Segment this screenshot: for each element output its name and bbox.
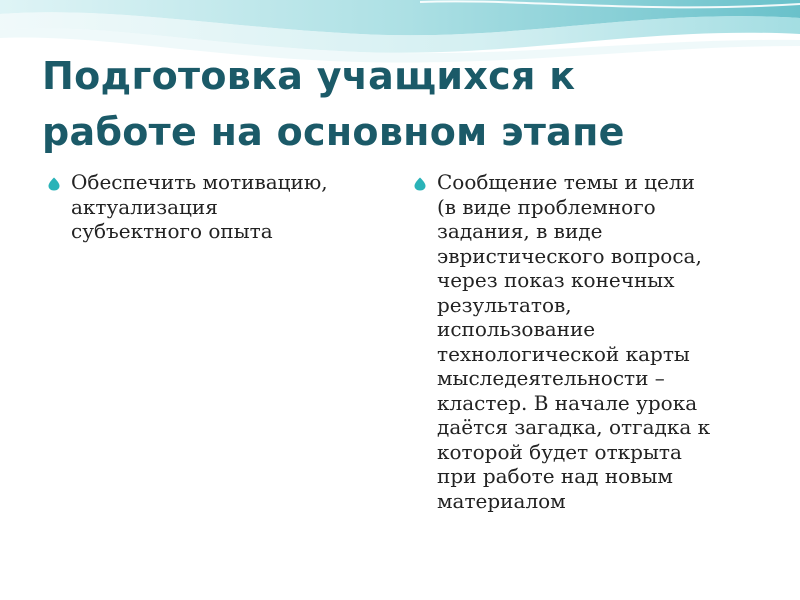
left-bullet-list [47, 170, 387, 244]
title-line-2: работе на основном этапе [42, 110, 625, 154]
bullet-text: Сообщение темы и цели (в виде проблемного задания, в виде эвристического вопроса, через показ конечных результатов, использование технологической карты мыследеятельности – кластер. В начале урока даётся загадка, отгадка к которой будет открыта при работе над новым материалом [437, 170, 711, 513]
bullet-text: Обеспечить мотивацию, актуализация субъектного опыта [71, 170, 328, 243]
right-bullet-list [413, 170, 753, 513]
slide-title [42, 48, 762, 160]
list-item [47, 170, 387, 244]
list-item [413, 170, 753, 513]
title-line-1: Подготовка учащихся к [42, 54, 576, 98]
